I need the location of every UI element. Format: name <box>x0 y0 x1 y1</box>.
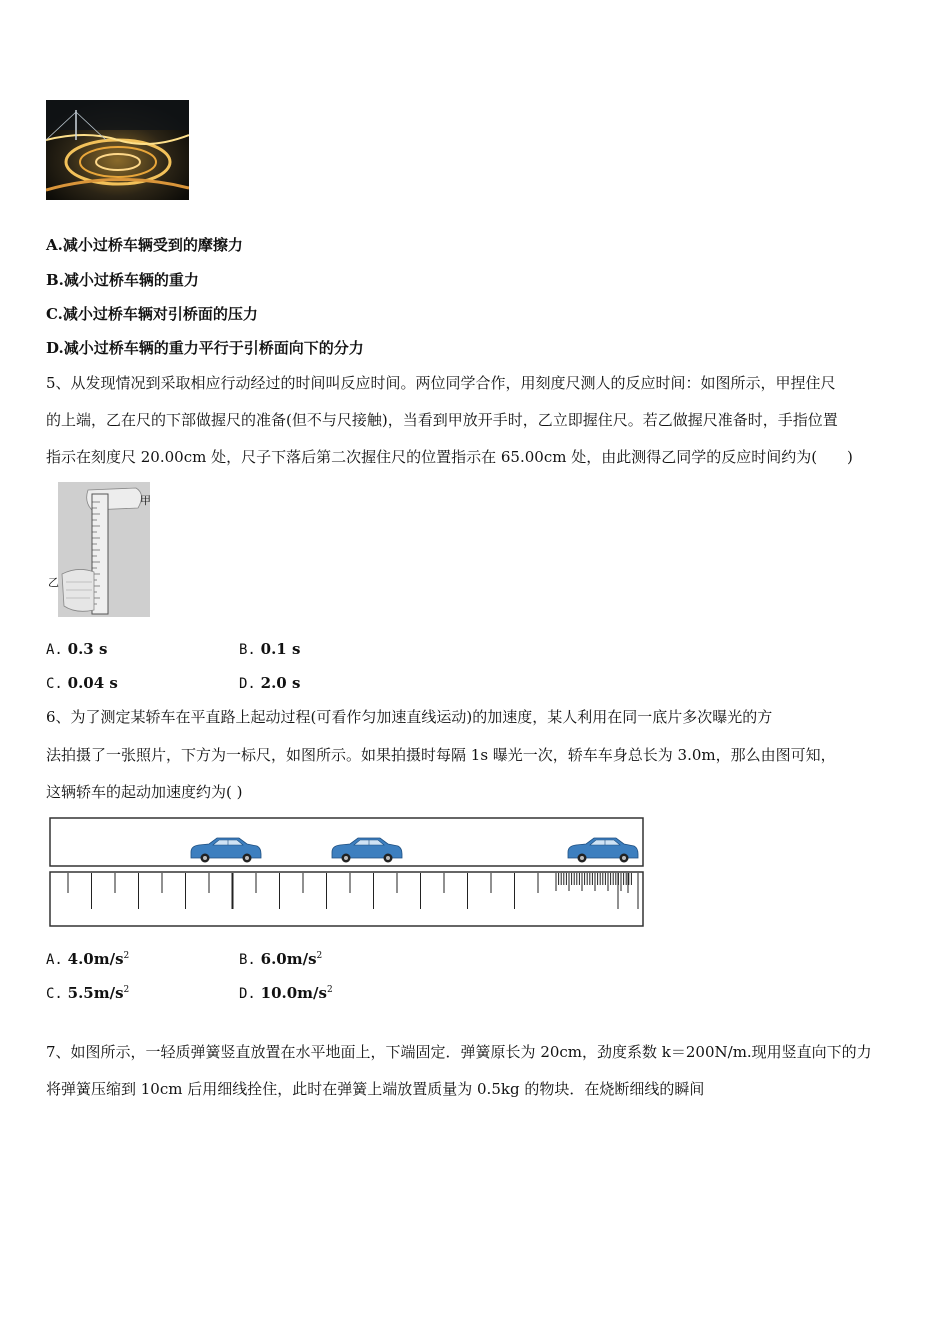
q6-option-c: C. $5.5m/s^2$ <box>46 984 130 1002</box>
q6-option-d: D. $10.0m/s^2$ <box>239 984 333 1002</box>
label-yi: 乙 <box>48 576 59 589</box>
q4-option-d: D.减小过桥车辆的重力平行于引桥面向下的分力 <box>46 339 364 357</box>
q7-text-line-1: 7、如图所示，一轻质弹簧竖直放置在水平地面上，下端固定．弹簧原长为 20cm，劲度系数 k＝200N/m.现用竖直向下的力 <box>46 1043 872 1061</box>
q6-option-b: B. $6.0m/s^2$ <box>239 950 323 968</box>
q7-text-line-2: 将弹簧压缩到 10cm 后用细线拴住，此时在弹簧上端放置质量为 0.5kg 的物块．在烧断细线的瞬间 <box>46 1080 705 1098</box>
q6-option-a: A. $4.0m/s^2$ <box>46 950 130 968</box>
q5-text-line-2: 的上端，乙在尺的下部做握尺的准备(但不与尺接触)，当看到甲放开手时，乙立即握住尺。若乙做握尺准备时，手指位置 <box>46 411 838 429</box>
ruler-reaction-figure <box>44 482 154 618</box>
q5-option-a: A. 0.3 s <box>46 640 108 658</box>
ruler-hands-photo <box>58 482 150 617</box>
car-exposure-figure <box>48 816 646 928</box>
q5-text-line-1: 5、从发现情况到采取相应行动经过的时间叫反应时间。两位同学合作，用刻度尺测人的反应时间：如图所示，甲捏住尺 <box>46 374 836 392</box>
bridge-photo <box>46 100 189 200</box>
q4-option-c: C.减小过桥车辆对引桥面的压力 <box>46 305 258 323</box>
q6-text-line-1: 6、为了测定某轿车在平直路上起动过程(可看作匀加速直线运动)的加速度，某人利用在同一底片多次曝光的方 <box>46 708 773 726</box>
q4-option-a: A.减小过桥车辆受到的摩擦力 <box>46 236 243 254</box>
q5-option-c: C. 0.04 s <box>46 674 118 692</box>
label-jia: 甲 <box>140 494 151 507</box>
q5-text-line-3: 指示在刻度尺 20.00cm 处，尺子下落后第二次握住尺的位置指示在 65.00cm 处，由此测得乙同学的反应时间约为( ) <box>46 448 853 466</box>
q4-option-b: B.减小过桥车辆的重力 <box>46 271 199 289</box>
q6-text-line-3: 这辆轿车的起动加速度约为( ) <box>46 783 243 801</box>
q5-option-b: B. 0.1 s <box>239 640 301 658</box>
q6-text-line-2: 法拍摄了一张照片，下方为一标尺，如图所示。如果拍摄时每隔 1s 曝光一次，轿车车身总长为 3.0m，那么由图可知， <box>46 746 836 764</box>
q5-option-d: D. 2.0 s <box>239 674 301 692</box>
